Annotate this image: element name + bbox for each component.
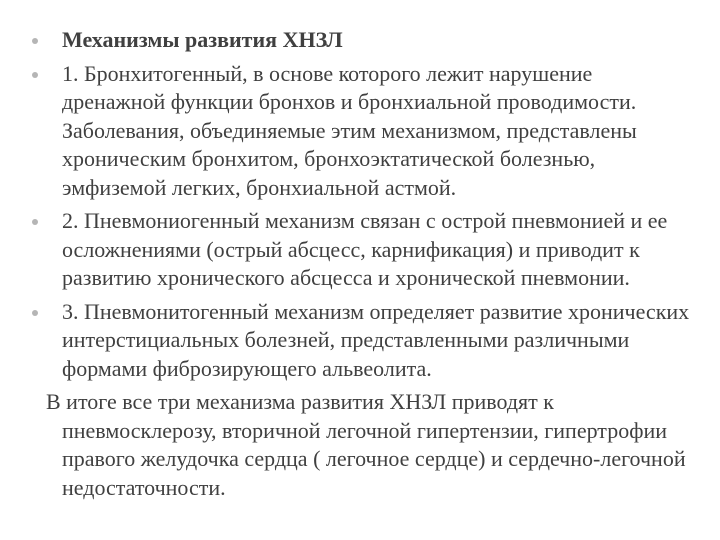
bullet-item-3	[32, 298, 692, 384]
bullet-item-1	[32, 60, 692, 203]
bullet-item-heading	[32, 26, 692, 55]
bullet-text: 2. Пневмониогенный механизм связан с острой пневмонией и ее осложнениями (острый абсцесс, карнификация) и приводит к развитию хронического абсцесса и хронической пневмонии.	[62, 208, 668, 290]
bullet-text: 3. Пневмонитогенный механизм определяет развитие хронических интерстициальных болезней, представленными различными формами фиброзирующего альвеолита.	[62, 298, 690, 381]
slide-heading: Механизмы развития ХНЗЛ	[62, 27, 343, 52]
conclusion-paragraph	[32, 388, 692, 502]
bullet-dot-icon	[32, 310, 38, 316]
bullet-dot-icon	[32, 219, 38, 225]
slide-content	[32, 26, 692, 502]
bullet-dot-icon	[32, 72, 38, 78]
bullet-text: 1. Бронхитогенный, в основе которого лежит нарушение дренажной функции бронхов и бронхиальной проводимости. Заболевания, объединяемые этим механизмом, представлены хроническим бронхитом, бронхоэктатической болезнью, эмфиземой легких, бронхиальной астмой.	[62, 60, 637, 200]
conclusion-text: В итоге все три механизма развития ХНЗЛ приводят к пневмосклерозу, вторичной легочной гипертензии, гипертрофии правого желудочка сердца ( легочное сердце) и сердечно-легочной недостаточности.	[46, 389, 686, 500]
bullet-item-2	[32, 207, 692, 293]
bullet-dot-icon	[32, 38, 38, 44]
